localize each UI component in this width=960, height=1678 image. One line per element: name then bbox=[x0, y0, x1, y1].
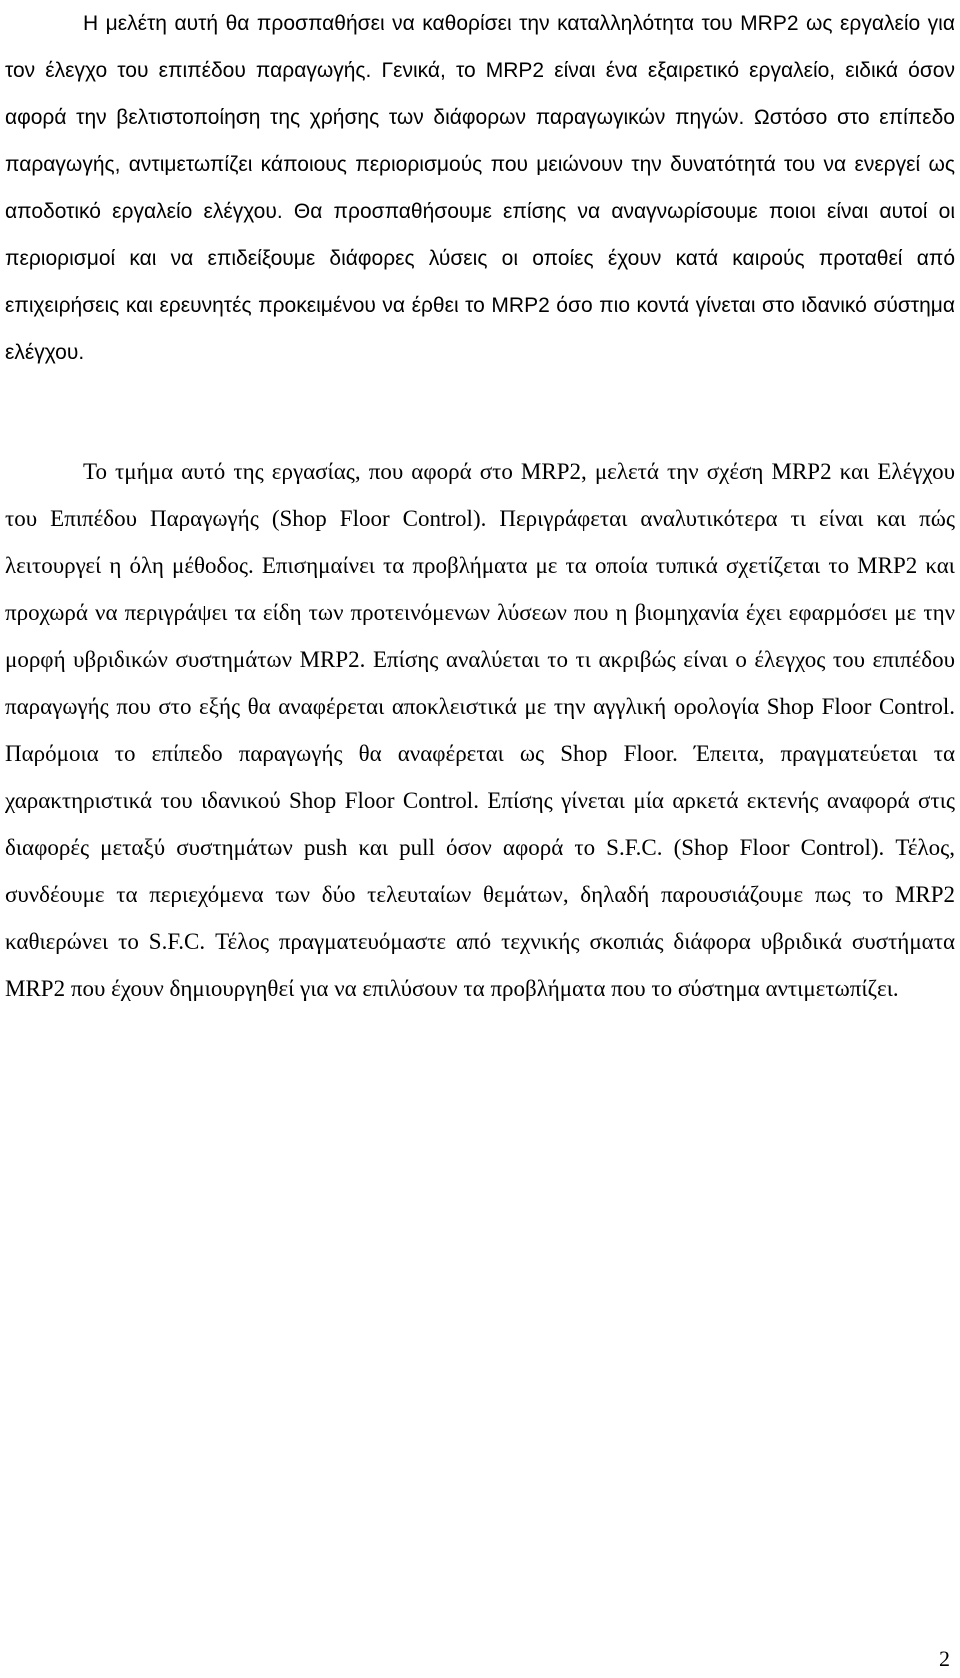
page-number: 2 bbox=[939, 1646, 950, 1671]
paragraph-section-overview: Το τμήμα αυτό της εργασίας, που αφορά στο MRP2, μελετά την σχέση MRP2 και Ελέγχου του Επιπέδου Παραγωγής (Shop Floor Control). Περιγράφεται αναλυτικότερα τι είναι και πώς λειτουργεί η όλη μέθοδος. Επισημαίνει τα προβλήματα με τα οποία τυπικά σχετίζεται το MRP2 και προχωρά να περιγράψει τα είδη των προτεινόμενων λύσεων που η βιομηχανία έχει εφαρμόσει με την μορφή υβριδικών συστημάτων MRP2. Επίσης αναλύεται το τι ακριβώς είναι ο έλεγχος του επιπέδου παραγωγής που στο εξής θα αναφέρεται αποκλειστικά με την αγγλική ορολογία Shop Floor Control. Παρόμοια το επίπεδο παραγωγής θα αναφέρεται ως Shop Floor. Έπειτα, πραγματεύεται τα χαρακτηριστικά του ιδανικού Shop Floor Control. Επίσης γίνεται μία αρκετά εκτενής αναφορά στις διαφορές μεταξύ συστημάτων push και pull όσον αφορά το S.F.C. (Shop Floor Control). Τέλος, συνδέουμε τα περιεχόμενα των δύο τελευταίων θεμάτων, δηλαδή παρουσιάζουμε πως το MRP2 καθιερώνει το S.F.C. Τέλος πραγματευόμαστε από τεχνικής σκοπιάς διάφορα υβριδικά συστήματα MRP2 που έχουν δημιουργηθεί για να επιλύσουν τα προβλήματα που το σύστημα αντιμετωπίζει. bbox=[5, 459, 955, 1001]
paragraph-intro: Η μελέτη αυτή θα προσπαθήσει να καθορίσει την καταλληλότητα του MRP2 ως εργαλείο για τον έλεγχο του επιπέδου παραγωγής. Γενικά, το MRP2 είναι ένα εξαιρετικό εργαλείο, ειδικά όσον αφορά την βελτιστοποίηση της χρήσης των διάφορων παραγωγικών πηγών. Ωστόσο στο επίπεδο παραγωγής, αντιμετωπίζει κάποιους περιορισμούς που μειώνουν την δυνατότητά του να ενεργεί ως αποδοτικό εργαλείο ελέγχου. Θα προσπαθήσουμε επίσης να αναγνωρίσουμε ποιοι είναι αυτοί οι περιορισμοί και να επιδείξουμε διάφορες λύσεις οι οποίες έχουν κατά καιρούς προταθεί από επιχειρήσεις και ερευνητές προκειμένου να έρθει το MRP2 όσο πιο κοντά γίνεται στο ιδανικό σύστημα ελέγχου. bbox=[5, 12, 955, 364]
